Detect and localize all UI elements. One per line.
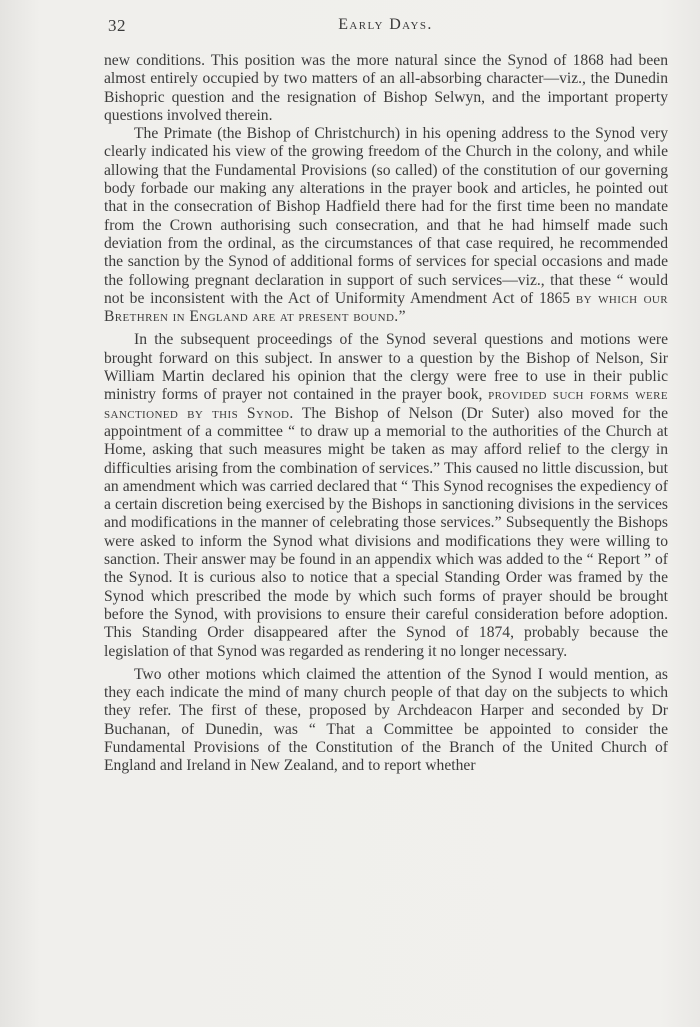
paragraph-1 [104, 52, 668, 125]
paragraph-3 [104, 331, 668, 660]
paragraph-text-continued: The Bishop of Nelson (Dr Suter) also moved for the appointment of a committee “ to draw up a memorial to the authorities of the Church at Home, asking that such measures might be taken as may afford relief to the clergy in difficulties arising from the combination of services.” This caused no little discussion, but an amendment which was carried declared that “ This Synod recognises the expediency of a certain discretion being exercised by the Bishops in sanctioning divisions in the services and modifications in the manner of celebrating those services.” Subsequently the Bishops were asked to inform the Synod what divisions and modifications they were willing to sanction. Their answer may be found in an appendix which was added to the “ Report ” of the Synod. It is curious also to notice that a special Standing Order was framed by the Synod which prescribed the mode by which such forms of prayer should be brought before the Synod, with provisions to ensure their careful consideration before adoption. This Standing Order disappeared after the Synod of 1874, probably because the legislation of that Synod was regarded as rendering it no longer necessary. [104, 404, 668, 660]
paragraph-text: The Primate (the Bishop of Christchurch) in his opening address to the Synod very clearly indicated his view of the growing freedom of the Church in the colony, and while allowing that the Fundamental Provisions (so called) of the constitution of our governing body forbade our making any alterations in the prayer book and articles, he pointed out that in the consecration of Bishop Hadfield there had for the first time been no mandate from the Crown authorising such consecration, and that he had himself made such deviation from the ordinal, as the circumstances of that case required, he recommended the sanction by the Synod of additional forms of services for special occasions and made the following pregnant declaration in support of such services—viz., that these “ would not be inconsistent with the Act of Uniformity Amendment Act of 1865 [104, 125, 668, 307]
closing-quote: ” [398, 308, 406, 326]
body-text [104, 52, 668, 776]
paragraph-4 [104, 666, 668, 776]
page-header [104, 16, 667, 42]
paragraph-2 [104, 125, 668, 326]
paragraph-text: Two other motions which claimed the attention of the Synod I would mention, as they each indicate the mind of many church people of that day on the subjects to which they refer. The first of these, proposed by Archdeacon Harper and seconded by Dr Buchanan, of Dunedin, was “ That a Committee be appointed to consider the Fundamental Provisions of the Constitution of the Branch of the United Church of England and Ireland in New Zealand, and to report whether [104, 665, 668, 775]
paragraph-text: new conditions. This position was the more natural since the Synod of 1868 had been almost entirely occupied by two matters of an all-absorbing character—viz., the Dunedin Bishopric question and the resignation of Bishop Selwyn, and the important property questions involved therein. [104, 52, 668, 124]
page-number: 32 [108, 16, 126, 35]
paragraph-text: In the subsequent proceedings of the Synod several questions and motions were brought forward on this subject. In answer to a question by the Bishop of Nelson, Sir William Martin declared his opinion that the clergy were free to use in their public ministry forms of prayer not contained in the prayer book, [104, 331, 668, 404]
running-head: Early Days. [338, 16, 433, 33]
small-caps-emphasis: provided such forms were sanctioned by this Synod. [104, 386, 668, 422]
small-caps-quote: by which our Brethren in England are at present bound. [104, 289, 669, 326]
